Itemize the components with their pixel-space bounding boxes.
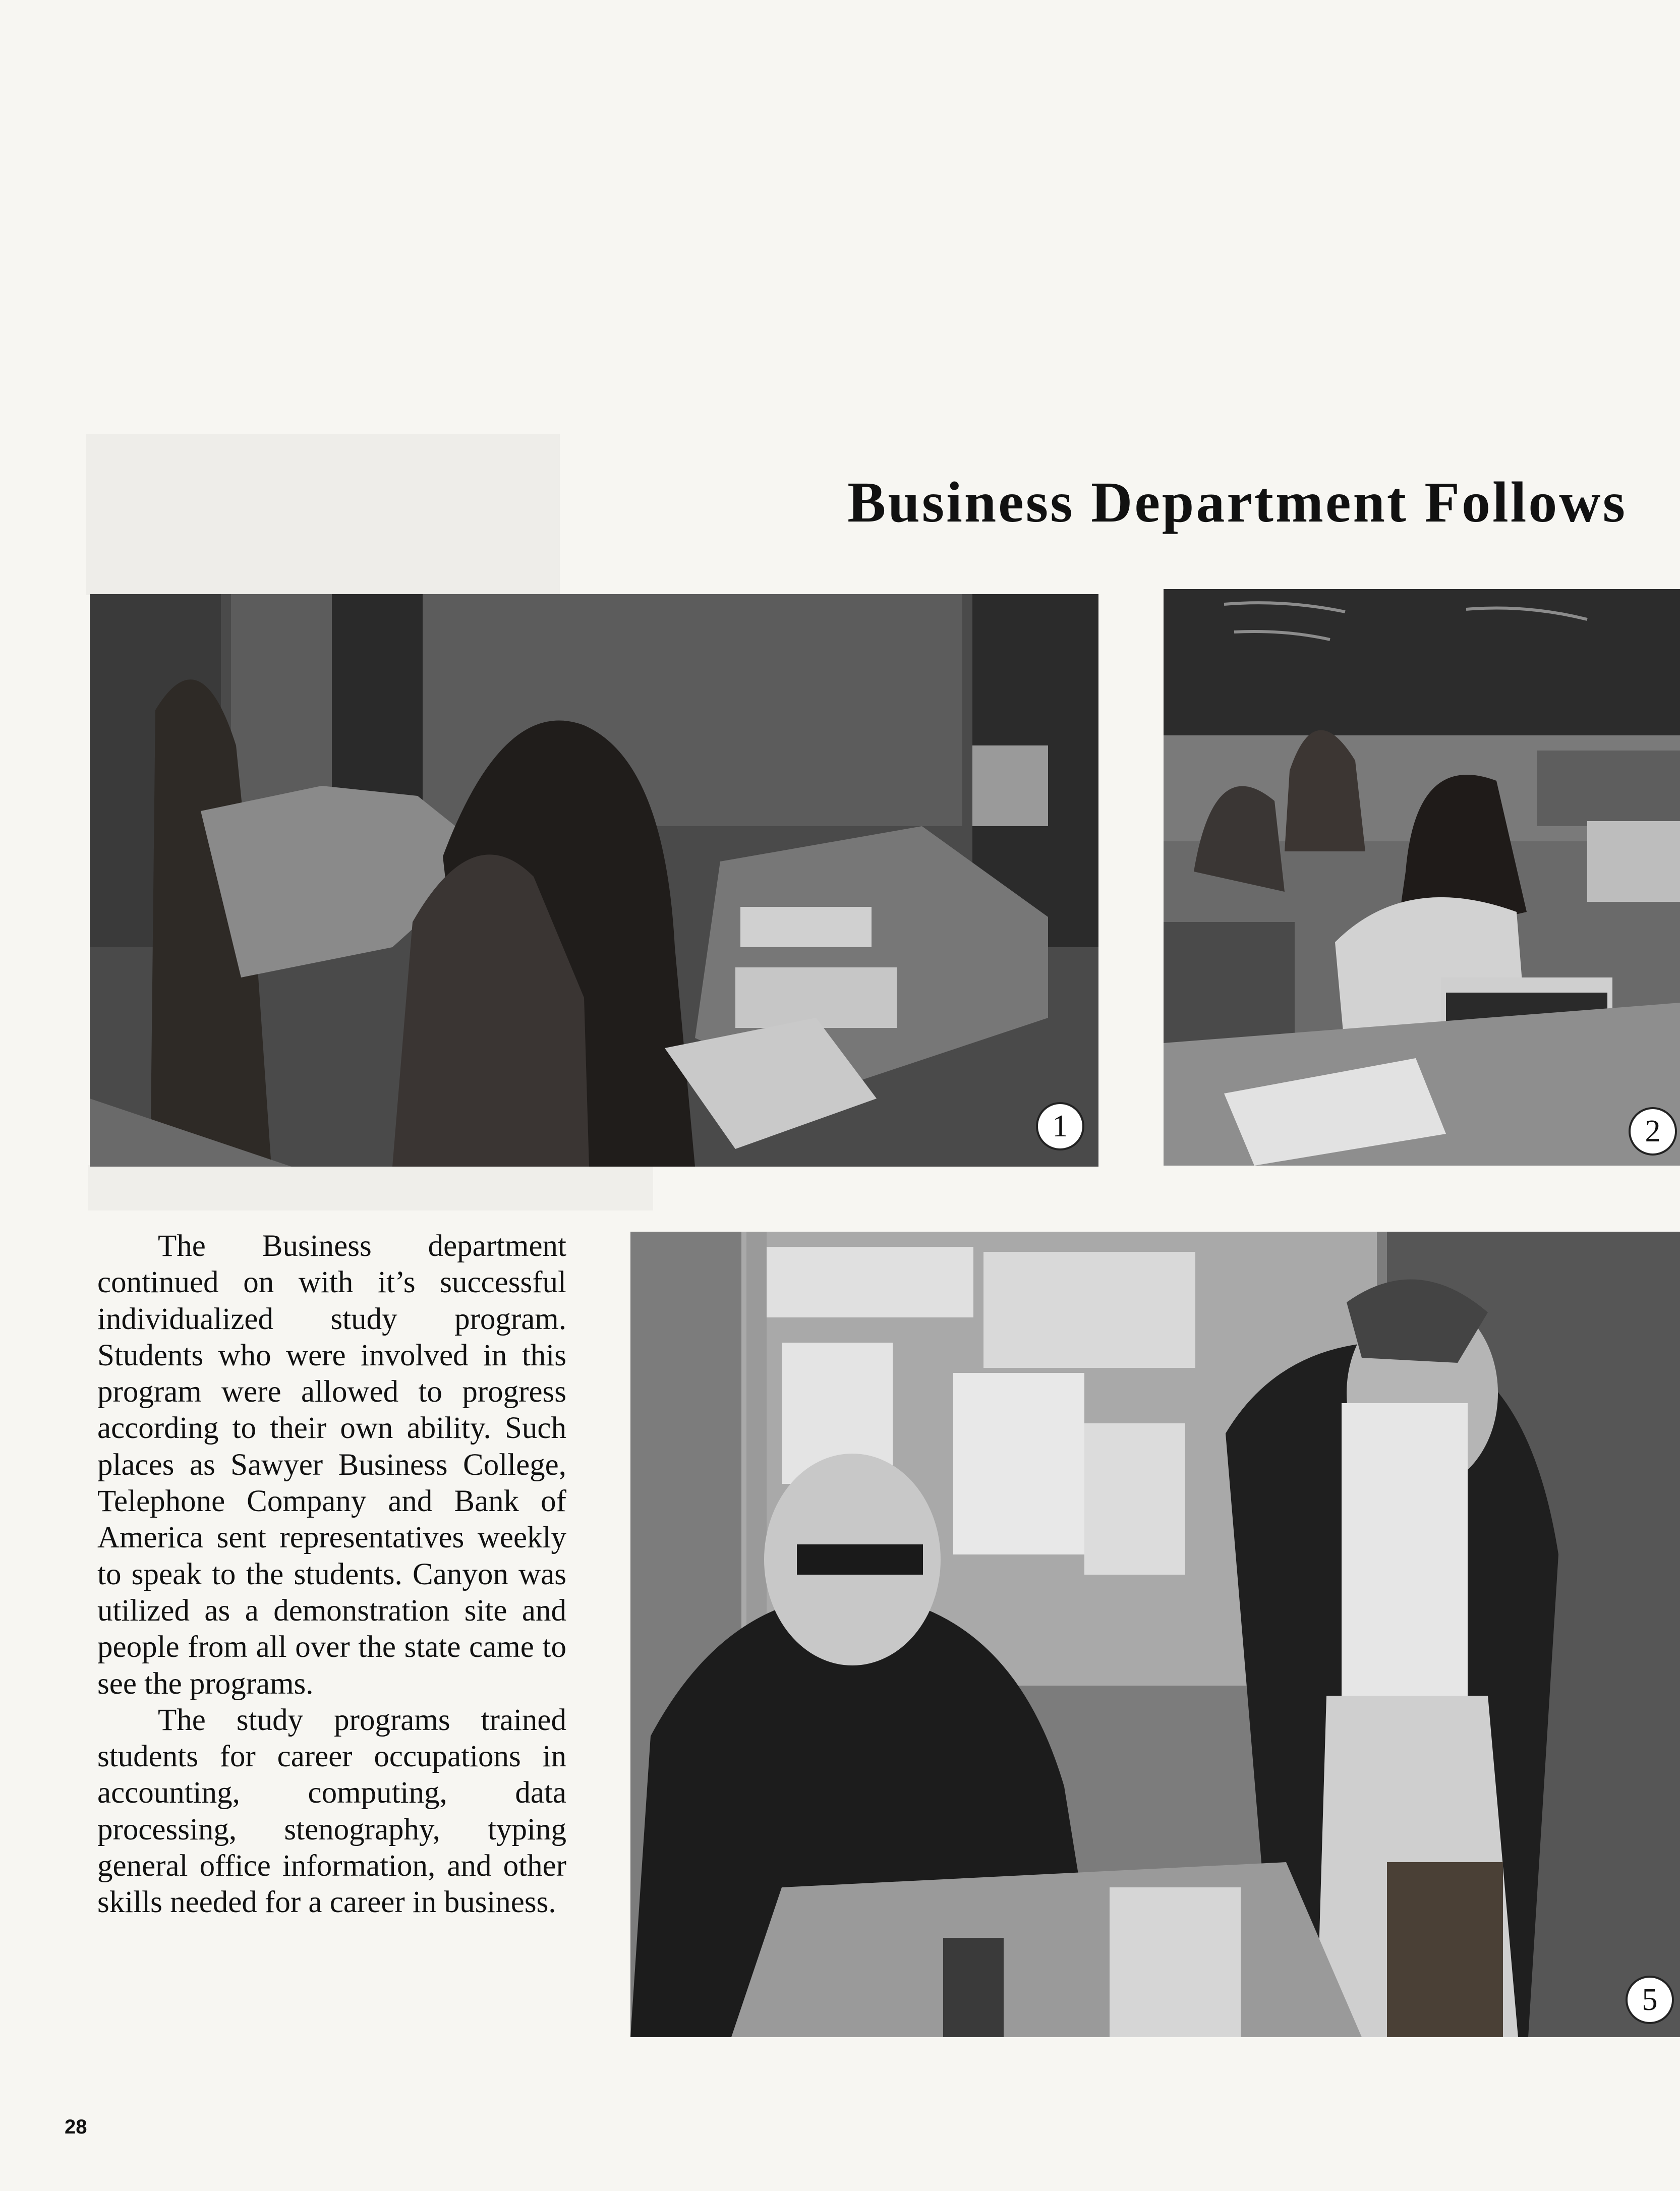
article-paragraph: The Business department continued on with it’s successful individualized study program. Students who were involved in this program were allowed to progress according to their own ability. Such places as Sawyer Business College, Telephone Company and Bank of America sent representatives weekly to speak to the students. Canyon was utilized as a demonstration site and people from all over the state came to see the programs. — [97, 1229, 566, 1701]
article-body — [97, 1228, 566, 1921]
photo-number-badge: 5 — [1626, 1976, 1674, 2024]
photo-teacher-and-student-at-desk — [630, 1232, 1680, 2037]
photo-students-at-typing-machines — [90, 594, 1098, 1167]
photo-number-badge: 2 — [1629, 1107, 1677, 1156]
bleed-through-shadow — [86, 434, 560, 595]
photo-typing-classroom — [1164, 589, 1680, 1166]
bleed-through-shadow — [88, 1165, 653, 1210]
page-heading: Business Department Follows — [847, 470, 1627, 534]
page-number: 28 — [65, 2116, 87, 2138]
article-paragraph: The study programs trained students for career occupations in accounting, computing, data processing, stenography, typing general office information, and other skills needed for a career in business. — [97, 1703, 566, 1920]
photo-number-badge: 1 — [1036, 1102, 1084, 1150]
